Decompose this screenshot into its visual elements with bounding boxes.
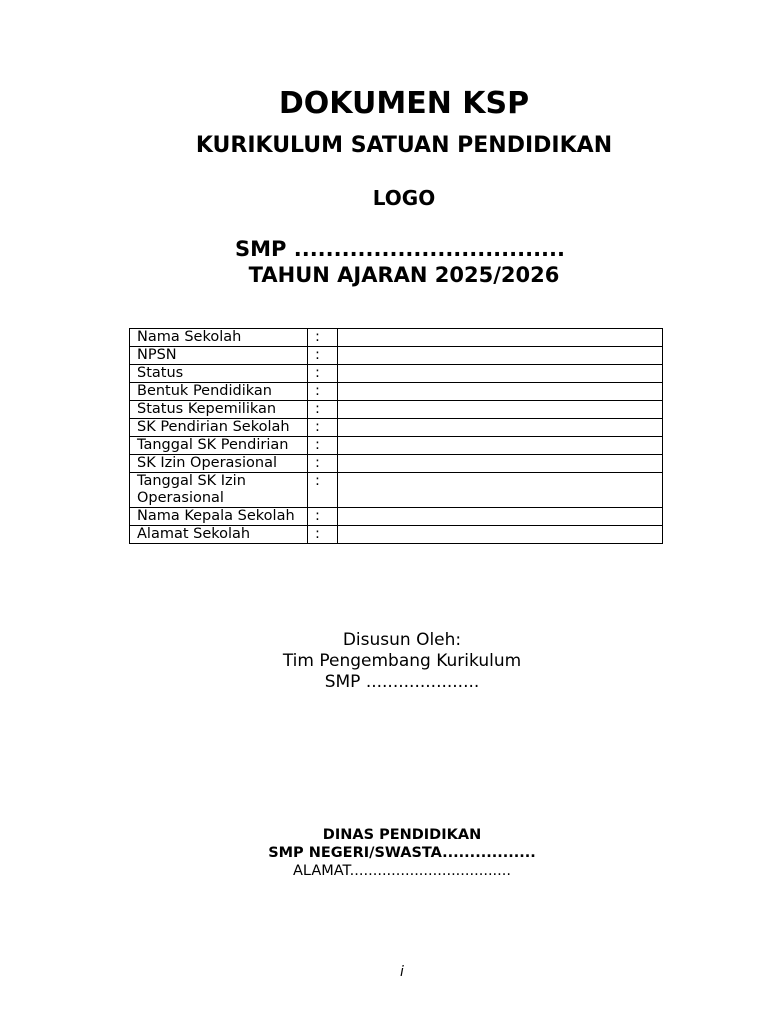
row-value	[338, 347, 663, 365]
row-value	[338, 383, 663, 401]
office-block	[18, 826, 768, 880]
logo-placeholder: LOGO	[372, 186, 436, 210]
row-colon: :	[308, 419, 338, 437]
office-address: ALAMAT...................................	[292, 863, 511, 879]
row-value	[338, 508, 663, 526]
row-label: Tanggal SK Izin Operasional	[130, 473, 308, 508]
row-label: Status	[130, 365, 308, 383]
row-value	[338, 455, 663, 473]
row-colon: :	[308, 455, 338, 473]
table-row	[130, 473, 663, 508]
table-row	[130, 437, 663, 455]
table-row	[130, 365, 663, 383]
document-subtitle: KURIKULUM SATUAN PENDIDIKAN	[195, 133, 613, 158]
prepared-by-team: Tim Pengembang Kurikulum	[282, 651, 522, 671]
row-value	[338, 437, 663, 455]
prepared-by-school: SMP .....................	[324, 672, 480, 692]
row-colon: :	[308, 365, 338, 383]
office-department: DINAS PENDIDIKAN	[322, 827, 482, 843]
row-colon: :	[308, 347, 338, 365]
office-school: SMP NEGERI/SWASTA.................	[268, 845, 536, 861]
row-value	[338, 329, 663, 347]
table-row	[130, 329, 663, 347]
row-colon: :	[308, 383, 338, 401]
table-row	[130, 508, 663, 526]
document-title: DOKUMEN KSP	[278, 86, 530, 121]
row-label: Bentuk Pendidikan	[130, 383, 308, 401]
table-row	[130, 419, 663, 437]
row-value	[338, 401, 663, 419]
table-row	[130, 455, 663, 473]
row-label: NPSN	[130, 347, 308, 365]
row-value	[338, 473, 663, 508]
row-label: Alamat Sekolah	[130, 526, 308, 544]
row-label: SK Izin Operasional	[130, 455, 308, 473]
page-number: i	[400, 964, 404, 980]
row-value	[338, 419, 663, 437]
row-value	[338, 365, 663, 383]
row-colon: :	[308, 401, 338, 419]
school-name-line: SMP ..................................	[235, 237, 565, 261]
row-label: Nama Sekolah	[130, 329, 308, 347]
prepared-by-block	[18, 630, 768, 693]
row-colon: :	[308, 473, 338, 508]
table-row	[130, 383, 663, 401]
row-colon: :	[308, 508, 338, 526]
table-row	[130, 526, 663, 544]
row-value	[338, 526, 663, 544]
row-label: Tanggal SK Pendirian	[130, 437, 308, 455]
row-colon: :	[308, 437, 338, 455]
row-colon: :	[308, 526, 338, 544]
academic-year-line: TAHUN AJARAN 2025/2026	[248, 263, 560, 287]
table-row	[130, 347, 663, 365]
prepared-by-label: Disusun Oleh:	[342, 630, 462, 650]
table-row	[130, 401, 663, 419]
row-colon: :	[308, 329, 338, 347]
row-label: Status Kepemilikan	[130, 401, 308, 419]
school-identity-table	[129, 328, 663, 544]
row-label: Nama Kepala Sekolah	[130, 508, 308, 526]
row-label: SK Pendirian Sekolah	[130, 419, 308, 437]
